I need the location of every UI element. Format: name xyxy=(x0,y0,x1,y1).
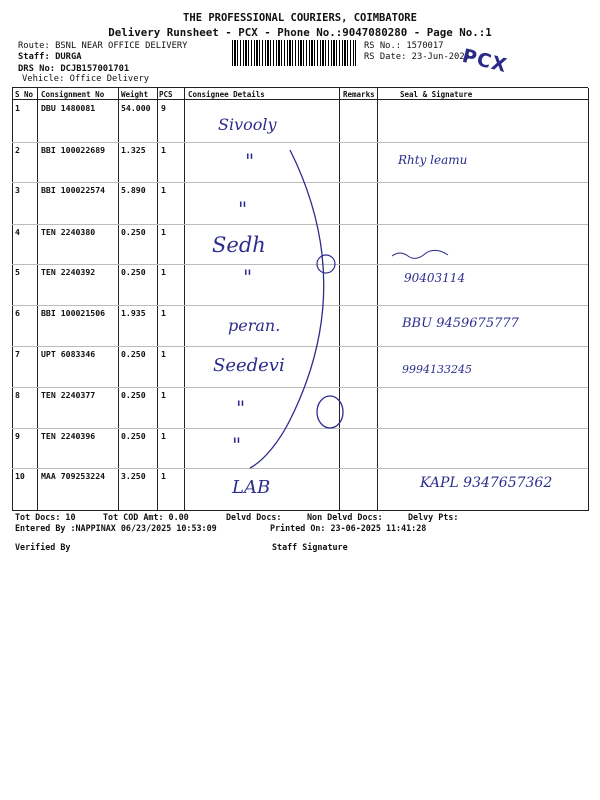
cell-sno: 1 xyxy=(15,103,20,113)
cell-sno: 3 xyxy=(15,185,20,195)
cell-consignment-no: DBU 1480081 xyxy=(41,103,96,113)
cell-weight: 1.935 xyxy=(121,308,146,318)
handwritten-seal-signature: BBU 9459675777 xyxy=(402,316,519,331)
cell-weight: 0.250 xyxy=(121,349,146,359)
circle-mark xyxy=(317,255,335,273)
route-label: Route: BSNL NEAR OFFICE DELIVERY xyxy=(18,41,188,51)
cell-pcs: 1 xyxy=(161,431,166,441)
handwritten-consignee: peran. xyxy=(228,316,281,335)
col-header-consignment: Consignment No xyxy=(41,90,105,99)
cell-pcs: 1 xyxy=(161,349,166,359)
staff-label: Staff: DURGA xyxy=(18,52,82,62)
handwritten-seal-signature: 90403114 xyxy=(404,271,466,285)
cell-pcs: 9 xyxy=(161,103,166,113)
handwritten-consignee: " xyxy=(232,433,242,457)
cell-sno: 7 xyxy=(15,349,20,359)
handwritten-consignee: " xyxy=(243,265,253,289)
handwritten-consignee: Sivooly xyxy=(218,115,277,134)
cell-consignment-no: BBI 100021506 xyxy=(41,308,106,318)
verified-by: Verified By xyxy=(15,542,71,552)
runsheet-title: Delivery Runsheet - PCX - Phone No.:9047080280 - Page No.:1 xyxy=(108,26,492,39)
cell-consignment-no: UPT 6083346 xyxy=(41,349,96,359)
company-name: THE PROFESSIONAL COURIERS, COIMBATORE xyxy=(183,12,417,24)
col-header-sno: S No xyxy=(15,90,34,99)
bracket-stroke xyxy=(250,150,324,468)
cell-weight: 0.250 xyxy=(121,267,146,277)
cell-weight: 0.250 xyxy=(121,390,146,400)
cell-sno: 5 xyxy=(15,267,20,277)
cell-weight: 0.250 xyxy=(121,227,146,237)
cell-consignment-no: BBI 100022689 xyxy=(41,145,106,155)
cell-pcs: 1 xyxy=(161,185,166,195)
rs-date: RS Date: 23-Jun-2025 xyxy=(364,52,470,62)
cell-weight: 54.000 xyxy=(121,103,151,113)
delivery-points: Delvy Pts: xyxy=(408,512,459,522)
cell-sno: 9 xyxy=(15,431,20,441)
col-header-consignee: Consignee Details xyxy=(188,90,265,99)
non-delivered-docs: Non Delvd Docs: xyxy=(307,512,383,522)
cell-sno: 6 xyxy=(15,308,20,318)
cell-weight: 3.250 xyxy=(121,471,146,481)
total-docs: Tot Docs: 10 xyxy=(15,512,76,522)
rs-number: RS No.: 1570017 xyxy=(364,41,444,51)
cell-weight: 5.890 xyxy=(121,185,146,195)
printed-on: Printed On: 23-06-2025 11:41:28 xyxy=(270,523,427,533)
col-header-seal: Seal & Signature xyxy=(400,90,473,99)
col-header-remarks: Remarks xyxy=(343,90,375,99)
col-header-pcs: PCS xyxy=(159,90,173,99)
cell-weight: 1.325 xyxy=(121,145,146,155)
cell-consignment-no: BBI 100022574 xyxy=(41,185,106,195)
handwritten-consignee: Sedh xyxy=(212,233,266,257)
drs-number: DRS No: DCJB157001701 xyxy=(18,64,130,74)
handwritten-seal-signature: Rhty leamu xyxy=(398,153,468,167)
cell-consignment-no: TEN 2240396 xyxy=(41,431,96,441)
cell-sno: 10 xyxy=(15,471,25,481)
cell-pcs: 1 xyxy=(161,390,166,400)
handwritten-consignee: " xyxy=(245,149,255,173)
total-cod: Tot COD Amt: 0.00 xyxy=(103,512,189,522)
cell-pcs: 1 xyxy=(161,308,166,318)
circle-mark xyxy=(317,396,343,428)
entered-by: Entered By :NAPPINAX 06/23/2025 10:53:09 xyxy=(15,523,217,533)
cell-sno: 2 xyxy=(15,145,20,155)
cell-consignment-no: MAA 709253224 xyxy=(41,471,106,481)
cell-pcs: 1 xyxy=(161,471,166,481)
handwritten-consignee: " xyxy=(238,197,248,221)
cell-consignment-no: TEN 2240380 xyxy=(41,227,96,237)
scribble-stroke xyxy=(392,250,448,258)
handwritten-seal-signature: KAPL 9347657362 xyxy=(420,475,553,491)
cell-pcs: 1 xyxy=(161,227,166,237)
staff-signature: Staff Signature xyxy=(272,542,348,552)
vehicle-label: Vehicle: Office Delivery xyxy=(22,74,150,84)
cell-consignment-no: TEN 2240392 xyxy=(41,267,96,277)
handwritten-consignee: " xyxy=(236,396,246,420)
handwritten-consignee: LAB xyxy=(232,477,271,498)
cell-weight: 0.250 xyxy=(121,431,146,441)
pcx-stamp: PCX xyxy=(460,44,510,78)
handwritten-consignee: Seedevi xyxy=(213,355,285,376)
cell-pcs: 1 xyxy=(161,267,166,277)
handwritten-seal-signature: 9994133245 xyxy=(402,363,472,376)
cell-sno: 8 xyxy=(15,390,20,400)
cell-consignment-no: TEN 2240377 xyxy=(41,390,96,400)
cell-sno: 4 xyxy=(15,227,20,237)
cell-pcs: 1 xyxy=(161,145,166,155)
col-header-weight: Weight xyxy=(121,90,149,99)
delivered-docs: Delvd Docs: xyxy=(226,512,282,522)
